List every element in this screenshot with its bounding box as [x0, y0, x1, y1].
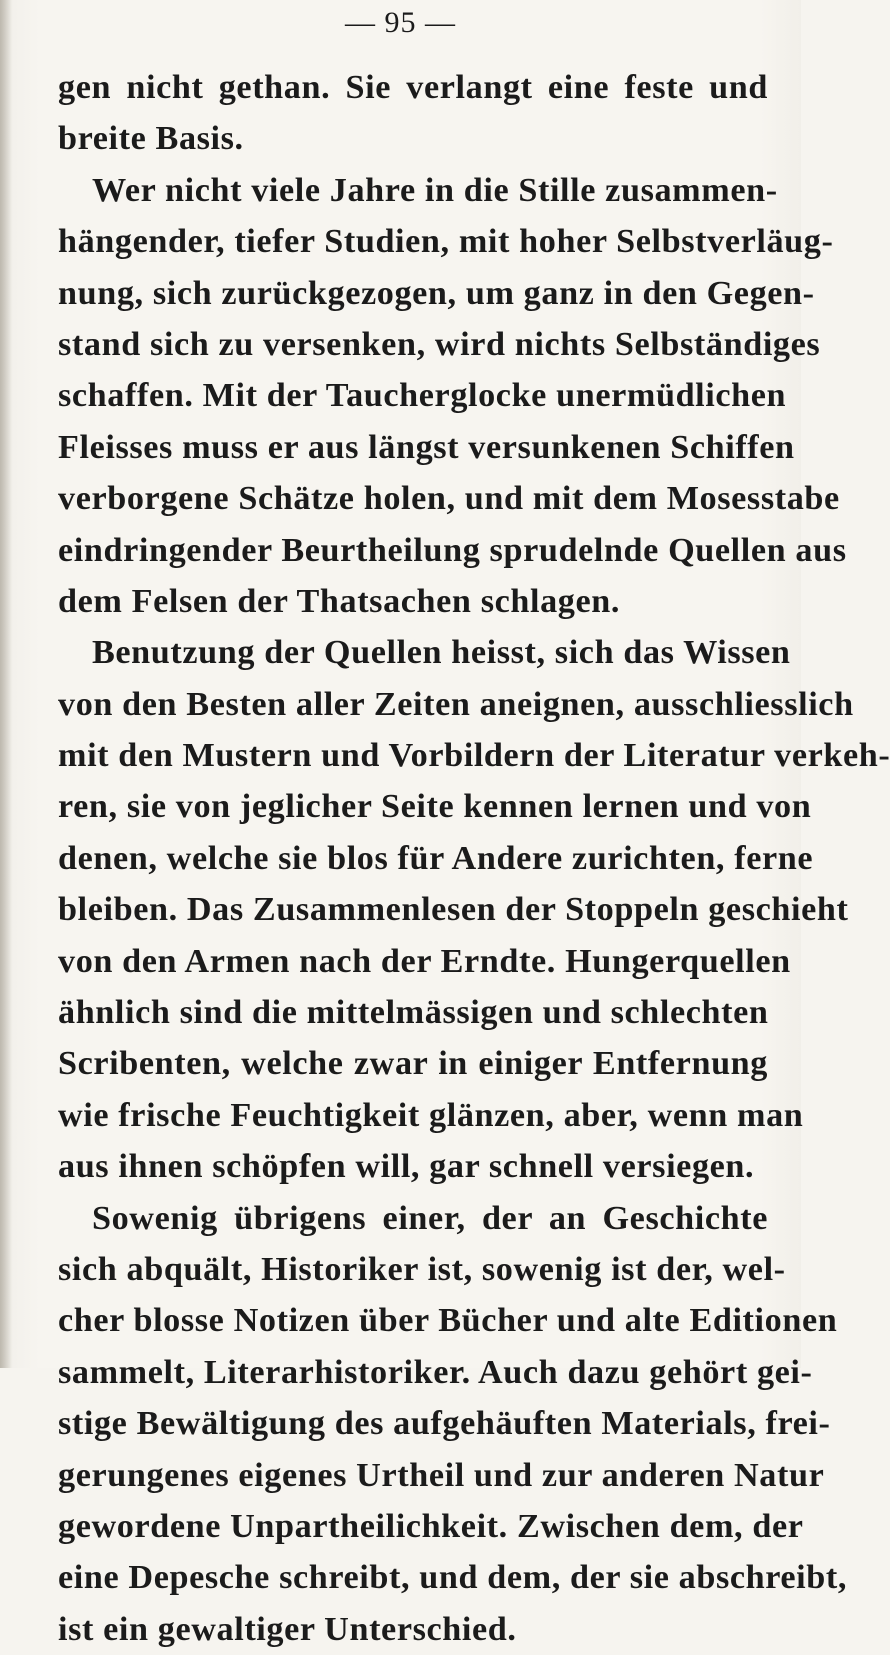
text-line: sammelt, Literarhistoriker. Auch dazu gehört gei-	[58, 1353, 813, 1391]
text-line: aus ihnen schöpfen will, gar schnell versiegen.	[58, 1148, 755, 1186]
text-line: von den Armen nach der Erndte. Hungerquellen	[58, 942, 791, 980]
binding-shadow	[0, 0, 12, 1368]
text-line: denen, welche sie blos für Andere zurichten, ferne	[58, 839, 814, 877]
text-line: gen nicht gethan. Sie verlangt eine feste und	[58, 69, 768, 106]
text-line: Benutzung der Quellen heisst, sich das Wissen	[92, 634, 791, 672]
text-line: Scribenten, welche zwar in einiger Entfernung	[58, 1045, 768, 1083]
body-text	[58, 62, 890, 1655]
text-line: Wer nicht viele Jahre in die Stille zusammen-	[92, 171, 778, 209]
text-line: bleiben. Das Zusammenlesen der Stoppeln geschieht	[58, 891, 849, 929]
text-line: ren, sie von jeglicher Seite kennen lernen und von	[58, 788, 812, 826]
text-line: gerungenes eigenes Urtheil und zur anderen Natur	[58, 1456, 825, 1494]
text-line: cher blosse Notizen über Bücher und alte Editionen	[58, 1302, 838, 1340]
text-line: stand sich zu versenken, wird nichts Selbständiges	[58, 325, 821, 363]
text-line: mit den Mustern und Vorbildern der Literatur verkeh-	[58, 737, 890, 775]
text-line: dem Felsen der Thatsachen schlagen.	[58, 582, 621, 620]
text-line: wie frische Feuchtigkeit glänzen, aber, wenn man	[58, 1096, 804, 1134]
text-line: hängender, tiefer Studien, mit hoher Selbstverläug-	[58, 223, 834, 261]
text-line: breite Basis.	[58, 120, 244, 158]
text-line: verborgene Schätze holen, und mit dem Mosesstabe	[58, 480, 840, 518]
text-line: von den Besten aller Zeiten aneignen, ausschliesslich	[58, 685, 854, 723]
text-line: Sowenig übrigens einer, der an Geschichte	[92, 1199, 768, 1237]
text-line: gewordene Unpartheilichkeit. Zwischen dem, der	[58, 1507, 804, 1545]
text-line: ist ein gewaltiger Unterschied.	[58, 1610, 517, 1648]
text-line: nung, sich zurückgezogen, um ganz in den Gegen-	[58, 274, 815, 312]
text-line: schaffen. Mit der Taucherglocke unermüdlichen	[58, 377, 787, 415]
text-line: ähnlich sind die mittelmässigen und schlechten	[58, 994, 769, 1032]
text-line: stige Bewältigung des aufgehäuften Materials, frei-	[58, 1405, 831, 1443]
text-line: eine Depesche schreibt, und dem, der sie abschreibt,	[58, 1559, 848, 1597]
text-line: eindringender Beurtheilung sprudelnde Quellen aus	[58, 531, 847, 569]
page-number: — 95 —	[345, 6, 456, 39]
text-line: sich abquält, Historiker ist, sowenig ist der, wel-	[58, 1250, 786, 1288]
text-line: Fleisses muss er aus längst versunkenen Schiffen	[58, 428, 795, 466]
